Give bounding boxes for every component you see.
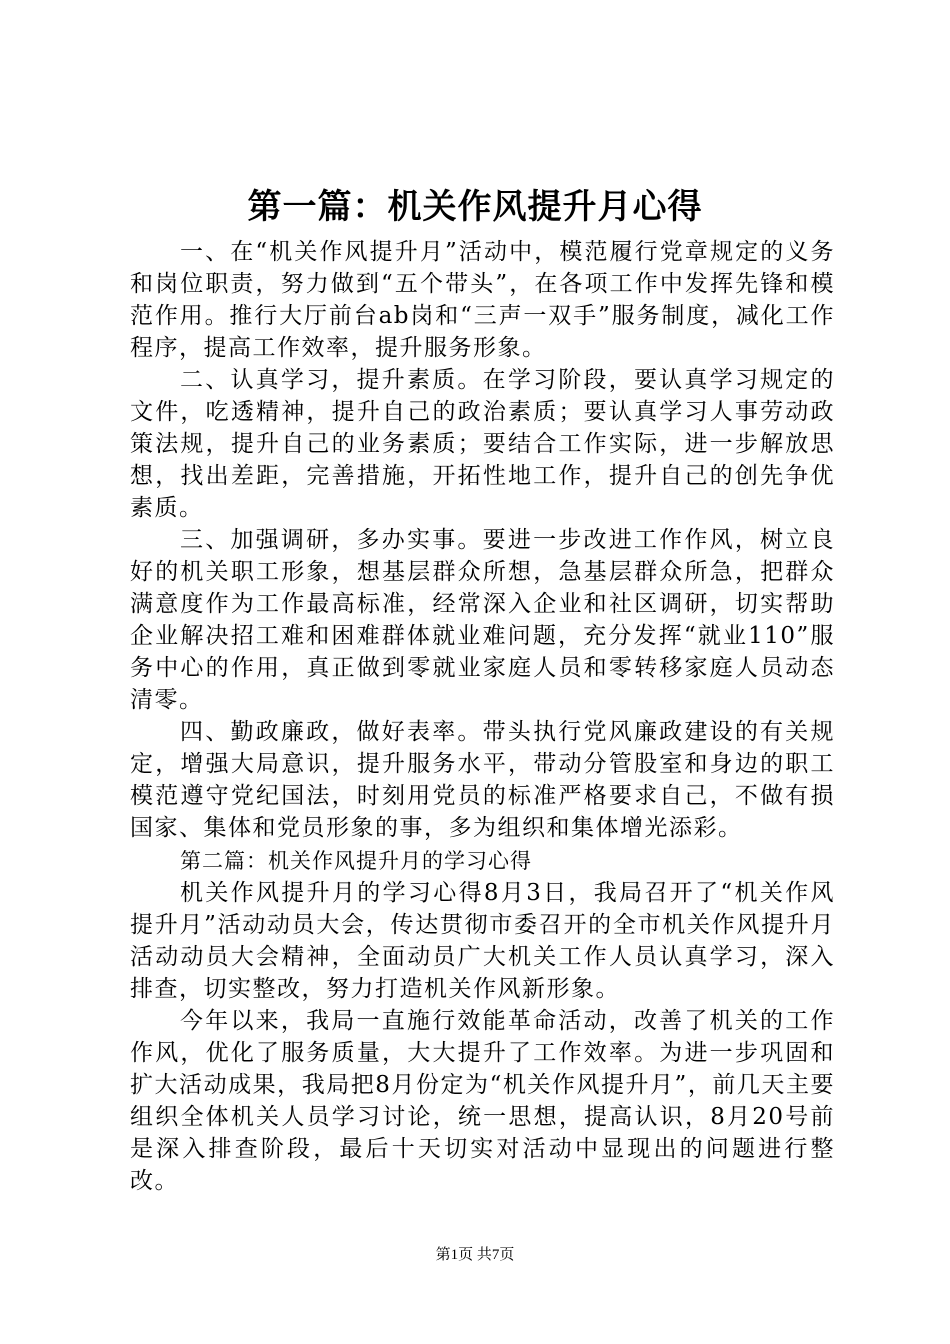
- paragraph-3: 三、加强调研，多办实事。要进一步改进工作作风，树立良好的机关职工形象，想基层群众所想，急基层群众所急，把群众满意度作为工作最高标准，经常深入企业和社区调研，切实帮助企业解决招工难和困难群体就业难问题，充分发挥“就业110”服务中心的作用，真正做到零就业家庭人员和零转移家庭人员动态清零。: [130, 527, 835, 713]
- section-two-heading: 第二篇：机关作风提升月的学习心得: [180, 849, 532, 873]
- paragraph-1: 一、在“机关作风提升月”活动中，模范履行党章规定的义务和岗位职责，努力做到“五个带头”，在各项工作中发挥先锋和模范作用。推行大厅前台ab岗和“三声一双手”服务制度，减化工作程序，提高工作效率，提升服务形象。: [130, 239, 835, 361]
- paragraph-6: 今年以来，我局一直施行效能革命活动，改善了机关的工作作风，优化了服务质量，大大提升了工作效率。为进一步巩固和扩大活动成果，我局把8月份定为“机关作风提升月”，前几天主要组织全体机关人员学习讨论，统一思想，提高认识，8月20号前是深入排查阶段，最后十天切实对活动中显现出的问题进行整改。: [130, 1008, 835, 1194]
- paragraph-4: 四、勤政廉政，做好表率。带头执行党风廉政建设的有关规定，增强大局意识，提升服务水平，带动分管股室和身边的职工模范遵守党纪国法，时刻用党员的标准严格要求自己，不做有损国家、集体和党员形象的事，多为组织和集体增光添彩。: [130, 719, 835, 841]
- paragraph-2: 二、认真学习，提升素质。在学习阶段，要认真学习规定的文件，吃透精神，提升自己的政治素质；要认真学习人事劳动政策法规，提升自己的业务素质；要结合工作实际，进一步解放思想，找出差距，完善措施，开拓性地工作，提升自己的创先争优素质。: [130, 367, 835, 521]
- paragraph-5: 机关作风提升月的学习心得8月3日，我局召开了“机关作风提升月”活动动员大会，传达贯彻市委召开的全市机关作风提升月活动动员大会精神，全面动员广大机关工作人员认真学习，深入排查，切实整改，努力打造机关作风新形象。: [130, 880, 835, 1002]
- page-number-footer: 第1页 共7页: [435, 1247, 515, 1263]
- section-one-body: [130, 236, 835, 844]
- document-title: 第一篇：机关作风提升月心得: [247, 187, 703, 227]
- section-two-body: [130, 845, 835, 1197]
